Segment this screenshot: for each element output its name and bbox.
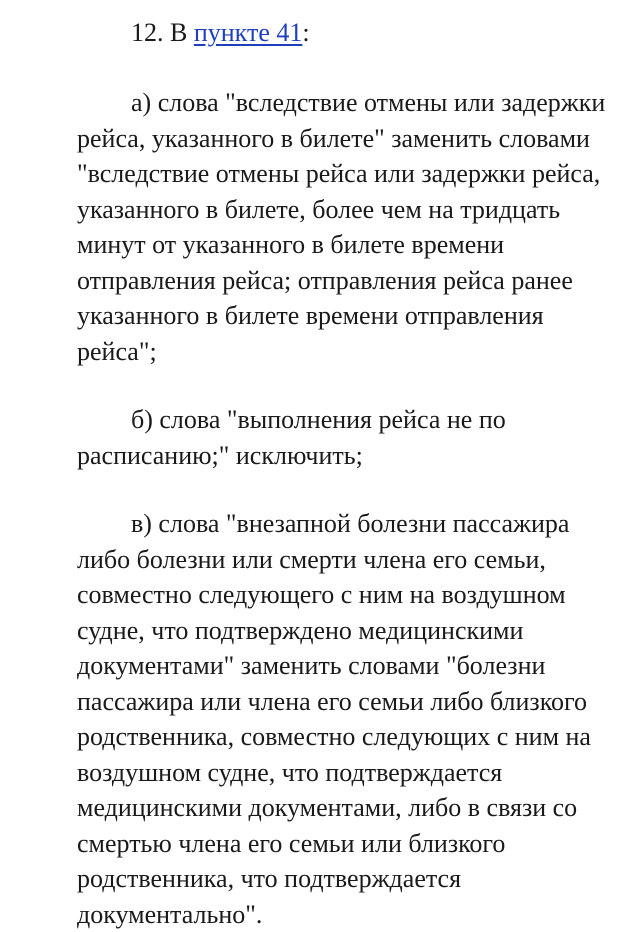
text-line: судне, что подтверждено медицинскими: [77, 613, 630, 649]
text-line: рейса";: [77, 334, 630, 370]
text-line: минут от указанного в билете времени: [77, 227, 630, 263]
text-line: медицинскими документами, либо в связи со: [77, 790, 630, 826]
text-line: указанного в билете времени отправления: [77, 298, 630, 334]
text-line: либо болезни или смерти члена его семьи,: [77, 542, 630, 578]
clause-colon: :: [302, 18, 309, 47]
text-line: указанного в билете, более чем на тридцать: [77, 192, 630, 228]
paragraph-a: [0, 85, 640, 369]
paragraph-c: [0, 506, 640, 932]
text-line: пассажира или члена его семьи либо близкого: [77, 684, 630, 720]
text-line: совместно следующего с ним на воздушном: [77, 577, 630, 613]
clause-link[interactable]: пункте 41: [194, 18, 303, 47]
text-line: родственника, совместно следующих с ним на: [77, 719, 630, 755]
text-line: рейса, указанного в билете" заменить словами: [77, 121, 630, 157]
text-line: б) слова "выполнения рейса не по: [77, 402, 630, 438]
text-line: документально".: [77, 897, 630, 932]
text-line: отправления рейса; отправления рейса ранее: [77, 263, 630, 299]
clause-heading: [0, 14, 640, 52]
clause-number: 12. В: [131, 18, 194, 47]
text-line: родственника, что подтверждается: [77, 861, 630, 897]
text-line: документами" заменить словами "болезни: [77, 648, 630, 684]
paragraph-b: [0, 402, 640, 473]
text-line: расписанию;" исключить;: [77, 438, 630, 474]
text-line: в) слова "внезапной болезни пассажира: [77, 506, 630, 542]
text-line: воздушном судне, что подтверждается: [77, 755, 630, 791]
text-line: а) слова "вследствие отмены или задержки: [77, 85, 630, 121]
text-line: "вследствие отмены рейса или задержки рейса,: [77, 156, 630, 192]
text-line: смертью члена его семьи или близкого: [77, 826, 630, 862]
